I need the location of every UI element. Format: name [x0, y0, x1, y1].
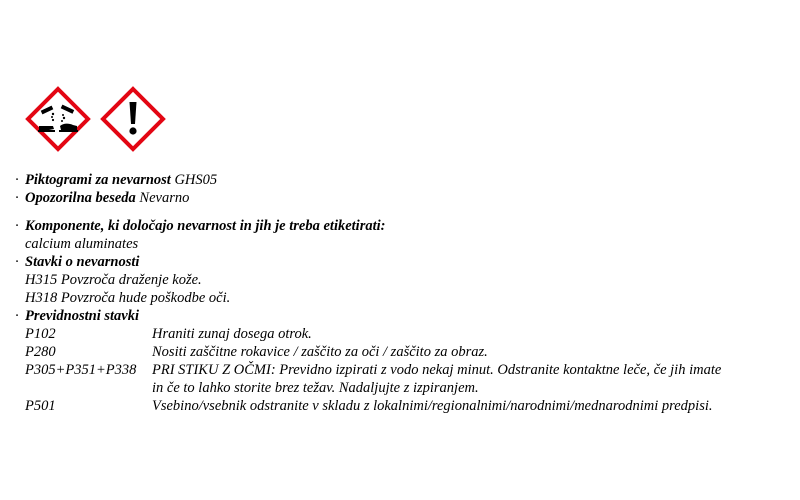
- exclamation-pictogram-icon: [100, 86, 166, 152]
- precautionary-text: Vsebino/vsebnik odstranite v skladu z lokalnimi/regionalnimi/narodnimi/mednarodnimi predpisi.: [152, 398, 713, 414]
- components-value: calcium aluminates: [25, 236, 139, 252]
- hazard-pictograms-value: GHS05: [174, 172, 218, 188]
- signal-word-line: [15, 189, 189, 207]
- hazard-statements-line: [15, 253, 139, 271]
- bullet: ·: [15, 254, 19, 270]
- precautionary-text: Hraniti zunaj dosega otrok.: [152, 326, 312, 342]
- signal-word-value: Nevarno: [139, 190, 190, 206]
- hazard-pictograms-label: Piktogrami za nevarnost: [25, 172, 171, 188]
- hazard-pictograms-line: [15, 171, 217, 189]
- signal-word-label: Opozorilna beseda: [25, 190, 136, 206]
- precautionary-text-continued: in če to lahko storite brez težav. Nadaljujte z izpiranjem.: [152, 380, 479, 396]
- precautionary-text: PRI STIKU Z OČMI: Previdno izpirati z vodo nekaj minut. Odstranite kontaktne leče, če jih imate: [152, 362, 722, 378]
- bullet: ·: [15, 308, 19, 324]
- hazard-statements-label: Stavki o nevarnosti: [25, 254, 140, 270]
- precautionary-statements-line: [15, 307, 139, 325]
- precautionary-code: P280: [25, 344, 56, 360]
- precautionary-text: Nositi zaščitne rokavice / zaščito za oči / zaščito za obraz.: [152, 344, 488, 360]
- hazard-statement-item: H315 Povzroča draženje kože.: [25, 272, 202, 288]
- precautionary-statements-label: Previdnostni stavki: [25, 308, 139, 324]
- components-label: Komponente, ki določajo nevarnost in jih je treba etiketirati:: [25, 218, 386, 234]
- bullet: ·: [15, 172, 19, 188]
- precautionary-code: P305+P351+P338: [25, 362, 137, 378]
- components-line: [15, 217, 386, 235]
- corrosion-pictogram-icon: [25, 86, 91, 152]
- precautionary-code: P102: [25, 326, 56, 342]
- bullet: ·: [15, 190, 19, 206]
- precautionary-code: P501: [25, 398, 56, 414]
- hazard-statement-item: H318 Povzroča hude poškodbe oči.: [25, 290, 231, 306]
- bullet: ·: [15, 218, 19, 234]
